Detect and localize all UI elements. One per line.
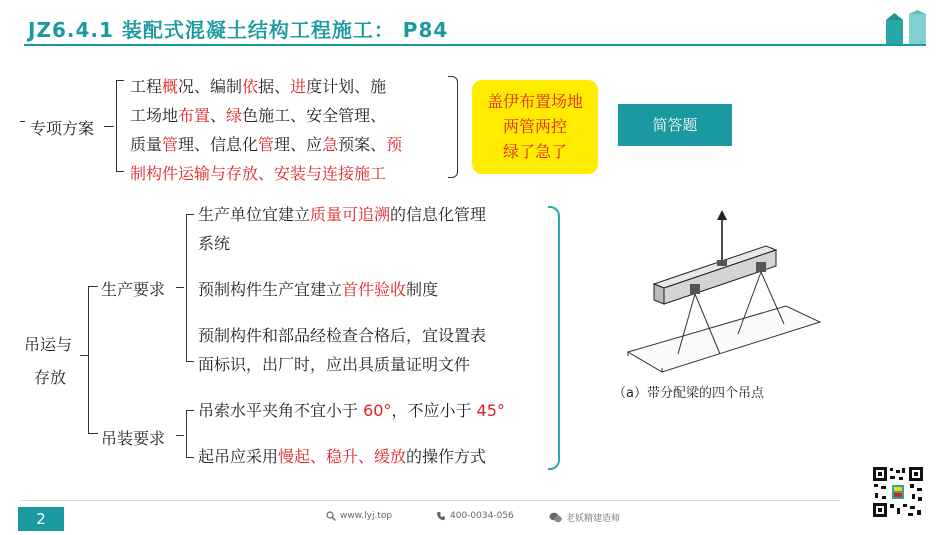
phone-icon	[436, 511, 446, 521]
section-label-special-plan: 专项方案	[30, 119, 95, 138]
highlight-text: 急	[322, 135, 339, 154]
text-line	[130, 159, 402, 188]
text-line	[198, 321, 486, 350]
text-line	[198, 275, 486, 304]
highlight-text: 首件验收	[342, 280, 407, 299]
highlight-text: 管	[258, 135, 275, 154]
text-segment: 起吊应采用	[198, 447, 279, 466]
brace-right-2	[548, 206, 560, 470]
lifting-requirements-label: 吊装要求	[101, 429, 166, 448]
brace-left-2	[88, 286, 89, 434]
mnemonic-line: 两管两控	[502, 117, 567, 136]
footer-phone[interactable]	[436, 511, 514, 521]
footer-wechat-text: 老妖精建造师	[566, 514, 621, 524]
brace-tick	[116, 171, 124, 172]
text-segment: 、	[210, 106, 227, 125]
section-label-transport-line1: 吊运与	[24, 335, 73, 354]
brace-tick	[88, 433, 98, 434]
qr-code-icon[interactable]	[872, 466, 924, 518]
text-segment: 预制构件和部品经检查合格后，宜设置表	[198, 326, 487, 345]
title-divider	[24, 44, 926, 46]
text-line	[198, 200, 486, 229]
highlight-text: 慢起、稳升、缓放	[278, 447, 407, 466]
lifting-beam-diagram	[616, 206, 828, 374]
brace-tick	[186, 214, 194, 215]
section-label-transport-line2: 存放	[34, 368, 67, 387]
brace-tick	[116, 80, 124, 81]
footer-phone-text: 400-0034-056	[450, 511, 514, 521]
mnemonic-box	[472, 80, 598, 174]
highlight-text: 管	[162, 135, 179, 154]
text-segment: 况、编制	[178, 77, 243, 96]
highlight-text: 质量可追溯	[310, 205, 391, 224]
text-segment: 理、应	[274, 135, 323, 154]
footer-website-text: www.lyj.top	[340, 511, 393, 521]
search-icon	[326, 511, 336, 521]
text-line	[198, 442, 505, 471]
highlight-text: 45°	[476, 401, 505, 420]
wechat-icon	[549, 512, 562, 523]
highlight-text: 概	[162, 77, 179, 96]
text-segment: 生产单位宜建立	[198, 205, 311, 224]
text-segment: ，不应小于	[391, 401, 477, 420]
highlight-text: 制构件运输与存放、安装与连接施工	[130, 164, 387, 183]
highlight-text: 依	[242, 77, 259, 96]
brand-logo-icon	[882, 10, 930, 44]
highlight-text: 60°	[363, 401, 392, 420]
brace-tick	[186, 410, 194, 411]
text-line	[198, 396, 505, 425]
text-segment: 据、	[258, 77, 291, 96]
text-line	[130, 130, 402, 159]
text-line	[198, 229, 486, 258]
connector-line	[104, 126, 114, 127]
text-segment: 预案、	[338, 135, 387, 154]
text-segment: 吊索水平夹角不宜小于	[198, 401, 364, 420]
text-line	[198, 350, 486, 379]
text-segment: 工场地	[130, 106, 179, 125]
page-number-badge: 2	[18, 507, 64, 531]
short-answer-button[interactable]: 简答题	[618, 104, 732, 146]
figure-caption: （a）带分配梁的四个吊点	[613, 386, 764, 401]
text-segment: 理、信息化	[178, 135, 259, 154]
text-segment: 系统	[198, 234, 231, 253]
footer-website[interactable]	[326, 511, 392, 521]
text-line	[130, 101, 402, 130]
brace-tick	[186, 457, 194, 458]
text-segment: 的信息化管理	[390, 205, 487, 224]
connector-line	[176, 287, 184, 288]
lifting-requirements-content	[198, 396, 505, 471]
highlight-text: 绿	[226, 106, 243, 125]
connector-line	[20, 121, 25, 122]
highlight-text: 进	[290, 77, 307, 96]
footer-wechat[interactable]	[549, 511, 620, 524]
text-line	[130, 72, 402, 101]
text-segment: 质量	[130, 135, 163, 154]
text-segment: 的操作方式	[406, 447, 487, 466]
brace-tick	[88, 286, 98, 287]
production-requirements-content	[198, 200, 486, 379]
highlight-text: 布置	[178, 106, 211, 125]
text-segment: 度计划、施	[306, 77, 387, 96]
connector-line	[80, 355, 88, 356]
brace-right-1	[448, 76, 458, 178]
text-segment: 制度	[406, 280, 439, 299]
special-plan-content	[130, 72, 402, 188]
text-segment: 色施工、安全管理、	[242, 106, 387, 125]
highlight-text: 预	[386, 135, 403, 154]
brace-tick	[186, 361, 194, 362]
brace-lifting	[186, 410, 187, 458]
brace-production	[186, 214, 187, 362]
connector-line	[176, 435, 184, 436]
brace-left-1	[116, 80, 117, 172]
footer-divider	[20, 500, 840, 501]
page-title: JZ6.4.1 装配式混凝土结构工程施工： P84	[28, 18, 449, 42]
mnemonic-line: 绿了急了	[502, 142, 567, 161]
text-segment: 面标识，出厂时，应出具质量证明文件	[198, 355, 471, 374]
mnemonic-line: 盖伊布置场地	[486, 92, 583, 111]
text-segment: 工程	[130, 77, 163, 96]
production-requirements-label: 生产要求	[101, 280, 166, 299]
text-segment: 预制构件生产宜建立	[198, 280, 343, 299]
